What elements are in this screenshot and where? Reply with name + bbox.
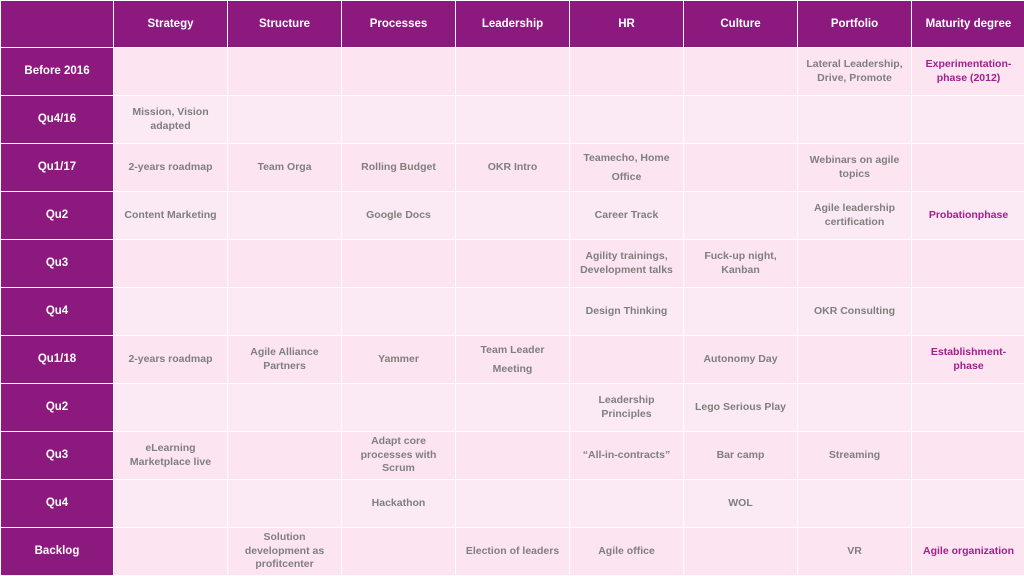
cell-leadership — [456, 384, 570, 432]
cell-portfolio — [798, 384, 912, 432]
cell-portfolio — [798, 480, 912, 528]
header-portfolio: Portfolio — [798, 1, 912, 48]
table-row — [1, 96, 1024, 144]
row-label: Backlog — [1, 528, 114, 576]
table-row — [1, 144, 1024, 192]
row-label: Qu3 — [1, 432, 114, 480]
row-label: Qu3 — [1, 240, 114, 288]
cell-culture: Lego Serious Play — [684, 384, 798, 432]
cell-strategy — [114, 240, 228, 288]
cell-hr: Leadership Principles — [570, 384, 684, 432]
cell-processes — [342, 240, 456, 288]
cell-maturity-degree — [912, 240, 1024, 288]
table-row — [1, 192, 1024, 240]
header-maturity-degree: Maturity degree — [912, 1, 1024, 48]
cell-structure — [228, 432, 342, 480]
cell-culture: WOL — [684, 480, 798, 528]
cell-leadership — [456, 432, 570, 480]
cell-leadership — [456, 480, 570, 528]
table-row — [1, 432, 1024, 480]
header-structure: Structure — [228, 1, 342, 48]
cell-culture — [684, 96, 798, 144]
cell-maturity-degree: Establishment-phase — [912, 336, 1024, 384]
header-corner — [1, 1, 114, 48]
cell-portfolio — [798, 96, 912, 144]
cell-structure: Agile Alliance Partners — [228, 336, 342, 384]
cell-leadership — [456, 48, 570, 96]
cell-strategy: 2-years roadmap — [114, 336, 228, 384]
cell-structure — [228, 240, 342, 288]
cell-strategy: Mission, Vision adapted — [114, 96, 228, 144]
cell-maturity-degree: Agile organization — [912, 528, 1024, 576]
cell-structure — [228, 96, 342, 144]
cell-processes: Hackathon — [342, 480, 456, 528]
cell-processes — [342, 384, 456, 432]
cell-leadership — [456, 288, 570, 336]
cell-culture — [684, 528, 798, 576]
cell-hr: “All-in-contracts” — [570, 432, 684, 480]
cell-leadership — [456, 192, 570, 240]
cell-processes: Yammer — [342, 336, 456, 384]
cell-structure — [228, 288, 342, 336]
cell-structure — [228, 384, 342, 432]
cell-maturity-degree — [912, 96, 1024, 144]
cell-culture — [684, 192, 798, 240]
table-row — [1, 384, 1024, 432]
row-label: Qu2 — [1, 192, 114, 240]
cell-leadership — [456, 96, 570, 144]
cell-strategy — [114, 384, 228, 432]
cell-portfolio — [798, 336, 912, 384]
cell-portfolio: VR — [798, 528, 912, 576]
cell-maturity-degree — [912, 384, 1024, 432]
row-label: Qu2 — [1, 384, 114, 432]
cell-processes: Google Docs — [342, 192, 456, 240]
cell-portfolio: Webinars on agile topics — [798, 144, 912, 192]
cell-portfolio: OKR Consulting — [798, 288, 912, 336]
cell-maturity-degree — [912, 288, 1024, 336]
cell-maturity-degree — [912, 480, 1024, 528]
header-hr: HR — [570, 1, 684, 48]
cell-leadership: Election of leaders — [456, 528, 570, 576]
cell-structure — [228, 48, 342, 96]
cell-hr — [570, 480, 684, 528]
header-processes: Processes — [342, 1, 456, 48]
cell-portfolio — [798, 240, 912, 288]
cell-culture: Autonomy Day — [684, 336, 798, 384]
cell-hr: Agility trainings, Development talks — [570, 240, 684, 288]
table-row — [1, 480, 1024, 528]
row-label: Qu1/18 — [1, 336, 114, 384]
cell-hr — [570, 96, 684, 144]
row-label: Qu4 — [1, 480, 114, 528]
table-row — [1, 528, 1024, 576]
row-label: Qu4 — [1, 288, 114, 336]
table-row — [1, 288, 1024, 336]
cell-hr — [570, 48, 684, 96]
cell-structure: Solution development as profitcenter — [228, 528, 342, 576]
cell-structure — [228, 480, 342, 528]
cell-strategy — [114, 480, 228, 528]
header-leadership: Leadership — [456, 1, 570, 48]
cell-processes — [342, 96, 456, 144]
cell-strategy: 2-years roadmap — [114, 144, 228, 192]
cell-processes: Adapt core processes with Scrum — [342, 432, 456, 480]
cell-hr: Teamecho, Home Office — [570, 144, 684, 192]
cell-leadership: OKR Intro — [456, 144, 570, 192]
row-label: Qu1/17 — [1, 144, 114, 192]
cell-strategy: Content Marketing — [114, 192, 228, 240]
cell-culture: Bar camp — [684, 432, 798, 480]
table-row — [1, 240, 1024, 288]
cell-processes: Rolling Budget — [342, 144, 456, 192]
cell-portfolio: Streaming — [798, 432, 912, 480]
cell-maturity-degree — [912, 144, 1024, 192]
cell-maturity-degree: Probationphase — [912, 192, 1024, 240]
cell-maturity-degree — [912, 432, 1024, 480]
table-row — [1, 48, 1024, 96]
row-label: Qu4/16 — [1, 96, 114, 144]
cell-portfolio: Agile leadership certification — [798, 192, 912, 240]
row-label: Before 2016 — [1, 48, 114, 96]
cell-culture — [684, 144, 798, 192]
table-row — [1, 336, 1024, 384]
cell-structure: Team Orga — [228, 144, 342, 192]
cell-strategy — [114, 48, 228, 96]
cell-leadership — [456, 240, 570, 288]
cell-hr — [570, 336, 684, 384]
cell-culture: Fuck-up night, Kanban — [684, 240, 798, 288]
cell-culture — [684, 48, 798, 96]
cell-processes — [342, 528, 456, 576]
cell-culture — [684, 288, 798, 336]
cell-processes — [342, 48, 456, 96]
header-culture: Culture — [684, 1, 798, 48]
cell-processes — [342, 288, 456, 336]
header-row — [1, 1, 1024, 48]
cell-structure — [228, 192, 342, 240]
cell-hr: Agile office — [570, 528, 684, 576]
cell-strategy: eLearning Marketplace live — [114, 432, 228, 480]
cell-portfolio: Lateral Leadership, Drive, Promote — [798, 48, 912, 96]
cell-leadership: Team Leader Meeting — [456, 336, 570, 384]
cell-strategy — [114, 288, 228, 336]
cell-hr: Design Thinking — [570, 288, 684, 336]
cell-strategy — [114, 528, 228, 576]
header-strategy: Strategy — [114, 1, 228, 48]
cell-maturity-degree: Experimentation-phase (2012) — [912, 48, 1024, 96]
cell-hr: Career Track — [570, 192, 684, 240]
